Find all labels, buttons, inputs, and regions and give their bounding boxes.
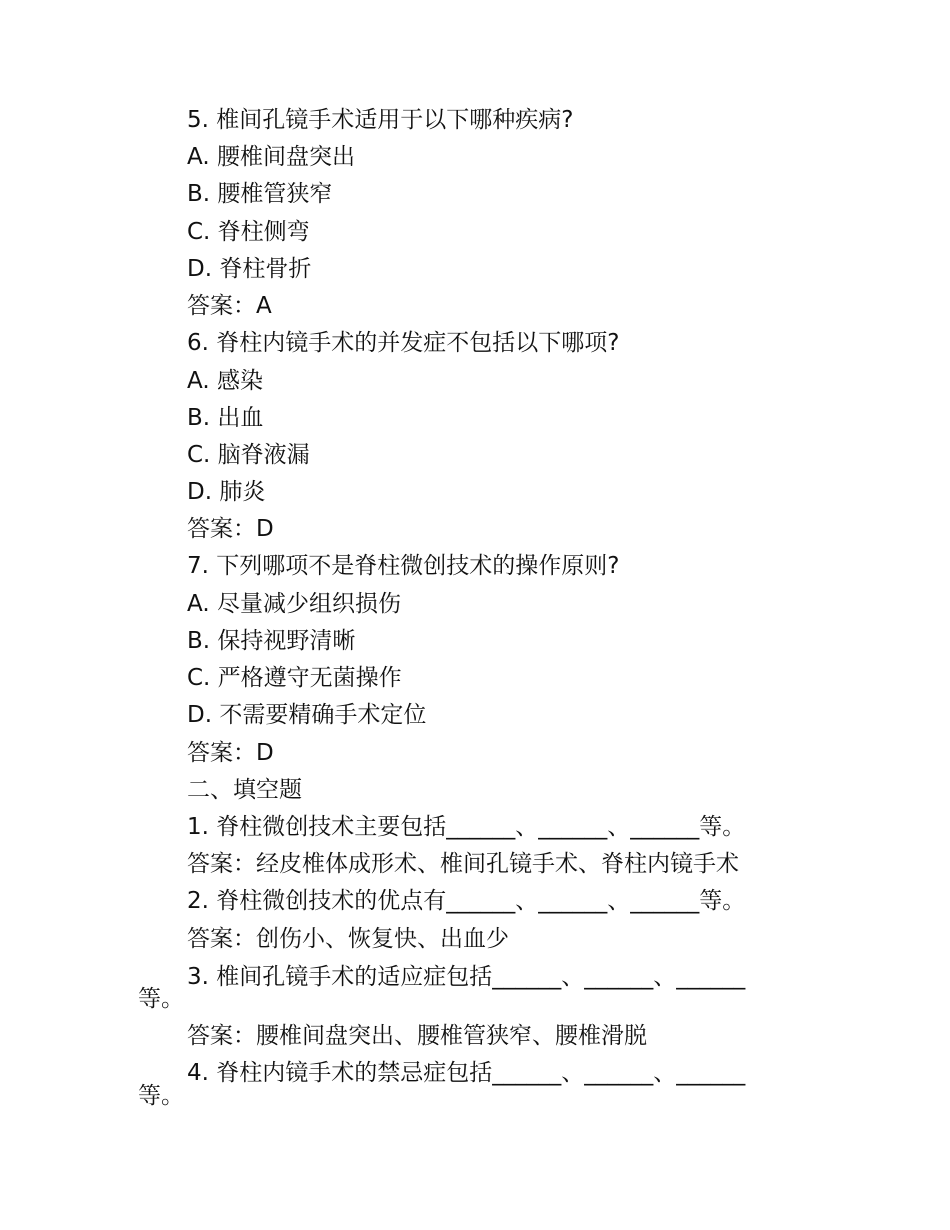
fill-answer-2: 答案：创伤小、恢复快、出血少	[187, 926, 509, 952]
q7-option-c: C. 严格遵守无菌操作	[187, 665, 402, 691]
q7-answer: 答案：D	[187, 740, 274, 766]
fill-question-3-tail: 等。	[138, 986, 184, 1012]
fill-question-4: 4. 脊柱内镜手术的禁忌症包括______、______、______	[187, 1060, 746, 1086]
fill-answer-1: 答案：经皮椎体成形术、椎间孔镜手术、脊柱内镜手术	[187, 851, 739, 877]
q6-option-c: C. 脑脊液漏	[187, 442, 310, 468]
q6-option-a: A. 感染	[187, 368, 263, 394]
fill-question-3: 3. 椎间孔镜手术的适应症包括______、______、______	[187, 964, 746, 990]
q5-option-a: A. 腰椎间盘突出	[187, 144, 355, 170]
question-7: 7. 下列哪项不是脊柱微创技术的操作原则?	[187, 553, 620, 579]
question-6: 6. 脊柱内镜手术的并发症不包括以下哪项?	[187, 330, 620, 356]
q5-option-d: D. 脊柱骨折	[187, 256, 312, 282]
q6-option-b: B. 出血	[187, 405, 264, 431]
fill-question-1: 1. 脊柱微创技术主要包括______、______、______等。	[187, 814, 746, 840]
fill-question-4-tail: 等。	[138, 1083, 184, 1109]
q7-option-a: A. 尽量减少组织损伤	[187, 591, 401, 617]
question-5: 5. 椎间孔镜手术适用于以下哪种疾病?	[187, 107, 574, 133]
q6-answer: 答案：D	[187, 516, 274, 542]
q6-option-d: D. 肺炎	[187, 479, 266, 505]
fill-answer-3: 答案：腰椎间盘突出、腰椎管狭窄、腰椎滑脱	[187, 1023, 647, 1049]
q5-option-b: B. 腰椎管狭窄	[187, 181, 333, 207]
section-heading-fill-in: 二、填空题	[187, 777, 302, 803]
q7-option-d: D. 不需要精确手术定位	[187, 702, 427, 728]
q7-option-b: B. 保持视野清晰	[187, 628, 356, 654]
q5-option-c: C. 脊柱侧弯	[187, 219, 310, 245]
fill-question-2: 2. 脊柱微创技术的优点有______、______、______等。	[187, 888, 746, 914]
q5-answer: 答案：A	[187, 293, 272, 319]
